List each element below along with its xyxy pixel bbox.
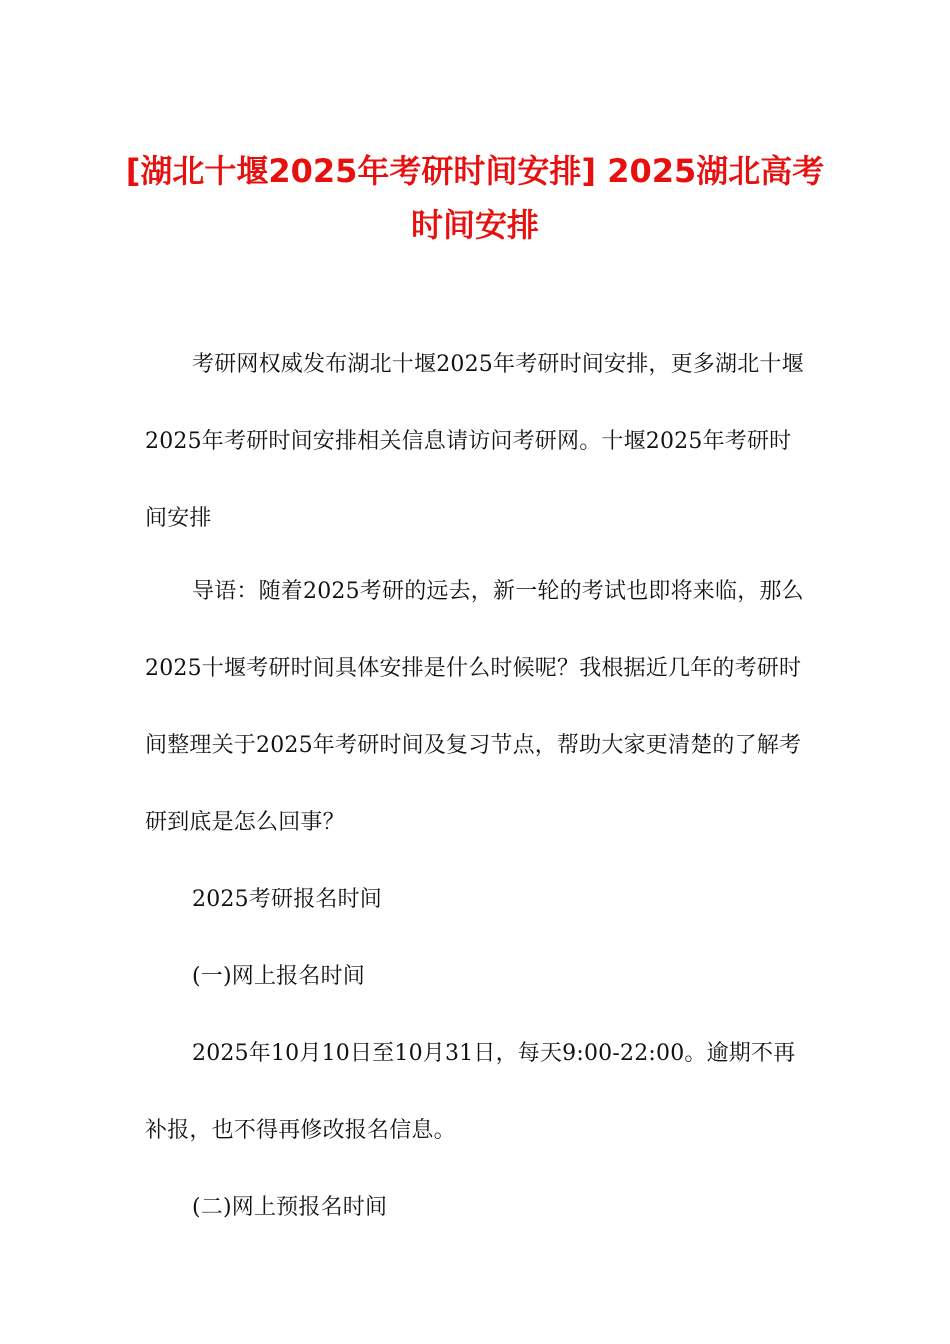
section-heading-registration-time: 2025考研报名时间	[192, 887, 382, 912]
subsection-heading-online-registration: (一)网上报名时间	[192, 964, 365, 989]
paragraph-registration-dates: 2025年10月10日至10月31日，每天9:00-22:00。逾期不再补报，也不得再修改报名信息。	[145, 1041, 796, 1143]
document-title: [湖北十堰2025年考研时间安排] 2025湖北高考时间安排	[125, 152, 825, 244]
paragraph-intro: 考研网权威发布湖北十堰2025年考研时间安排，更多湖北十堰2025年考研时间安排相关信息请访问考研网。十堰2025年考研时间安排	[145, 352, 804, 531]
subsection-heading-online-pre-registration: (二)网上预报名时间	[192, 1195, 388, 1220]
paragraph-lead: 导语：随着2025考研的远去，新一轮的考试也即将来临，那么2025十堰考研时间具体安排是什么时候呢？我根据近几年的考研时间整理关于2025年考研时间及复习节点，帮助大家更清楚的了解考研到底是怎么回事？	[145, 579, 804, 835]
document-body	[145, 326, 805, 1246]
